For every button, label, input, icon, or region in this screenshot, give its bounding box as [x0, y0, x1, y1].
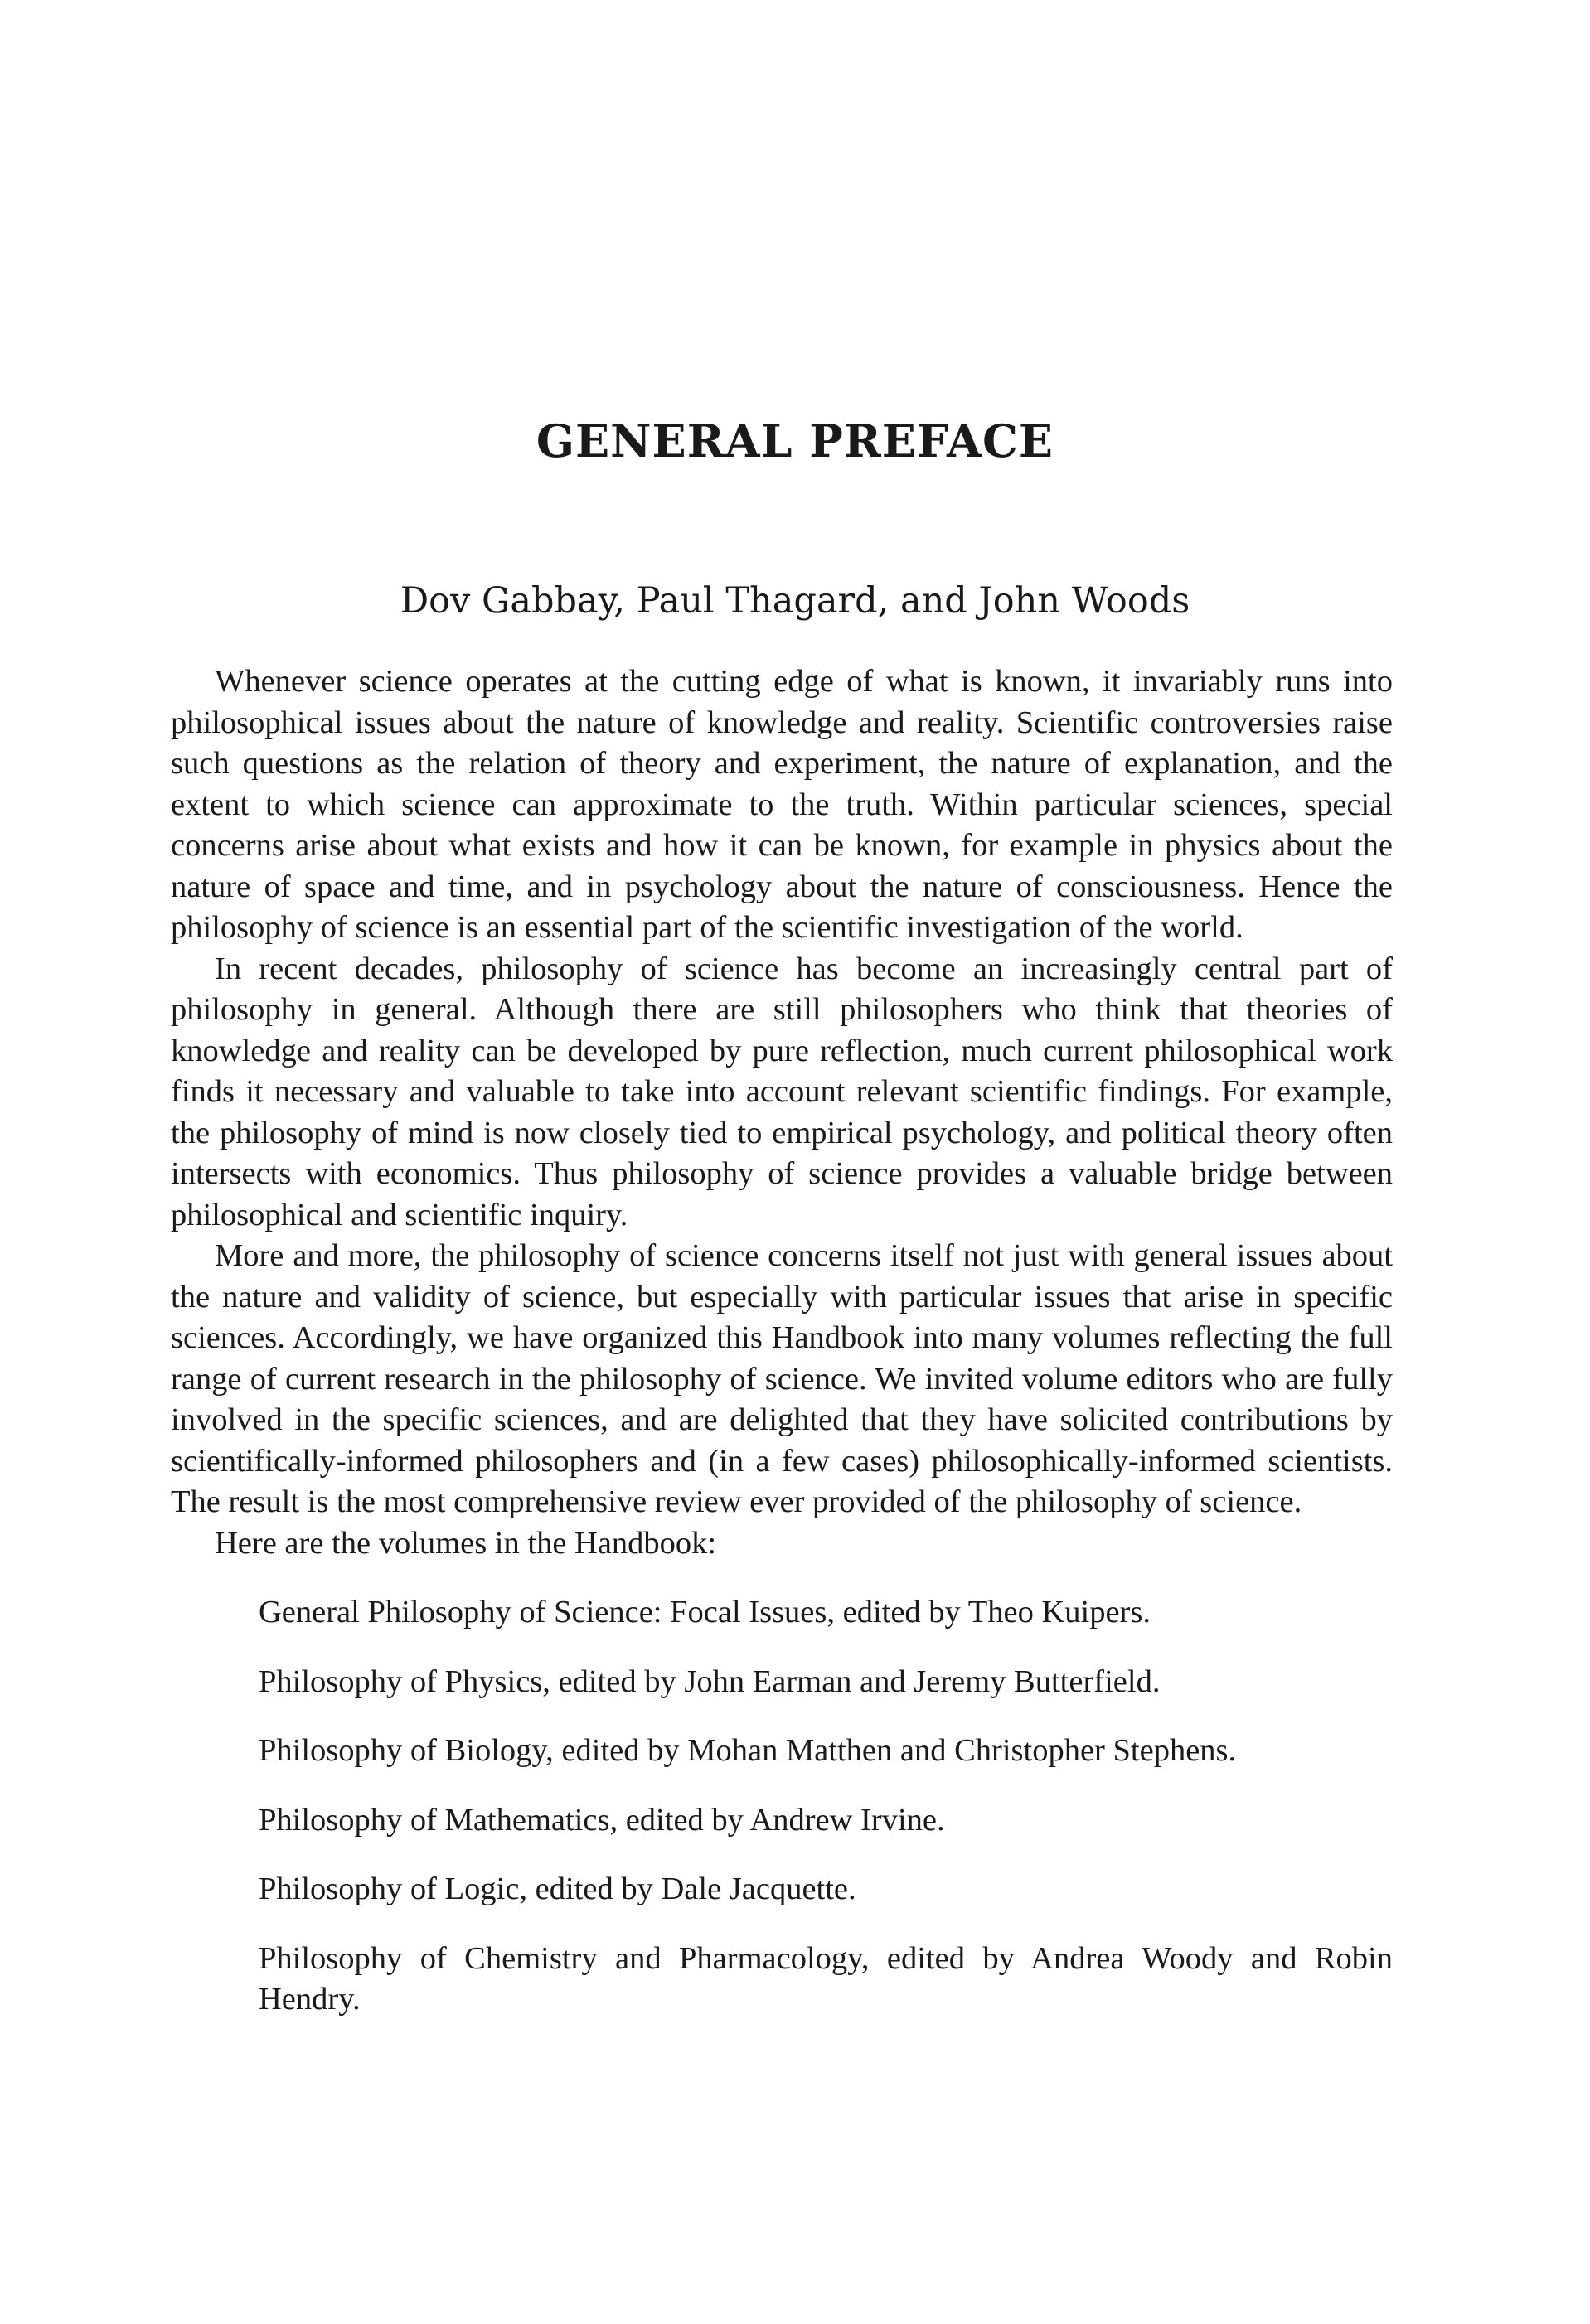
- paragraph-1: Whenever science operates at the cutting edge of what is known, it invariably runs into philosophical issues about the nature of knowledge and reality. Scientific controversies raise such questions as the relation of theory and experiment, the nature of explanation, and the extent to which science can approximate to the truth. Within particular sciences, special concerns arise about what exists and how it can be known, for example in physics about the nature of space and time, and in psychology about the nature of consciousness. Hence the philosophy of science is an essential part of the scientific investigation of the world.: [171, 664, 1393, 945]
- volume-item: Philosophy of Physics, edited by John Earman and Jeremy Butterfield.: [259, 1663, 1161, 1699]
- page-title: GENERAL PREFACE: [536, 414, 1054, 467]
- authors-line: Dov Gabbay, Paul Thagard, and John Woods: [400, 580, 1190, 622]
- volume-list: [171, 1592, 1393, 2021]
- volume-item: Philosophy of Logic, edited by Dale Jacquette.: [259, 1871, 856, 1906]
- volume-item: Philosophy of Biology, edited by Mohan Matthen and Christopher Stephens.: [259, 1733, 1237, 1768]
- paragraph-3: More and more, the philosophy of science concerns itself not just with general issues about the nature and validity of science, but especially with particular issues that arise in specific sciences. Accordingly, we have organized this Handbook into many volumes reflecting the full range of current research in the philosophy of science. We invited volume editors who are fully involved in the specific sciences, and are delighted that they have solicited contributions by scientifically-informed philosophers and (in a few cases) philosophically-informed scientists. The result is the most comprehensive review ever provided of the philosophy of science.: [171, 1238, 1393, 1519]
- volume-item: Philosophy of Mathematics, edited by Andrew Irvine.: [259, 1802, 945, 1837]
- volume-item: Philosophy of Chemistry and Pharmacology, edited by Andrea Woody and Robin Hendry.: [259, 1940, 1393, 2017]
- preface-body: [171, 661, 1393, 2049]
- paragraph-2: In recent decades, philosophy of science has become an increasingly central part of philosophy in general. Although there are still philosophers who think that theories of knowledge and reality can be developed by pure reflection, much current philosophical work finds it necessary and valuable to take into account relevant scientific findings. For example, the philosophy of mind is now closely tied to empirical psychology, and political theory often intersects with economics. Thus philosophy of science provides a valuable bridge between philosophical and scientific inquiry.: [171, 951, 1393, 1232]
- paragraph-4: Here are the volumes in the Handbook:: [215, 1525, 717, 1561]
- volume-item: General Philosophy of Science: Focal Issues, edited by Theo Kuipers.: [259, 1595, 1151, 1629]
